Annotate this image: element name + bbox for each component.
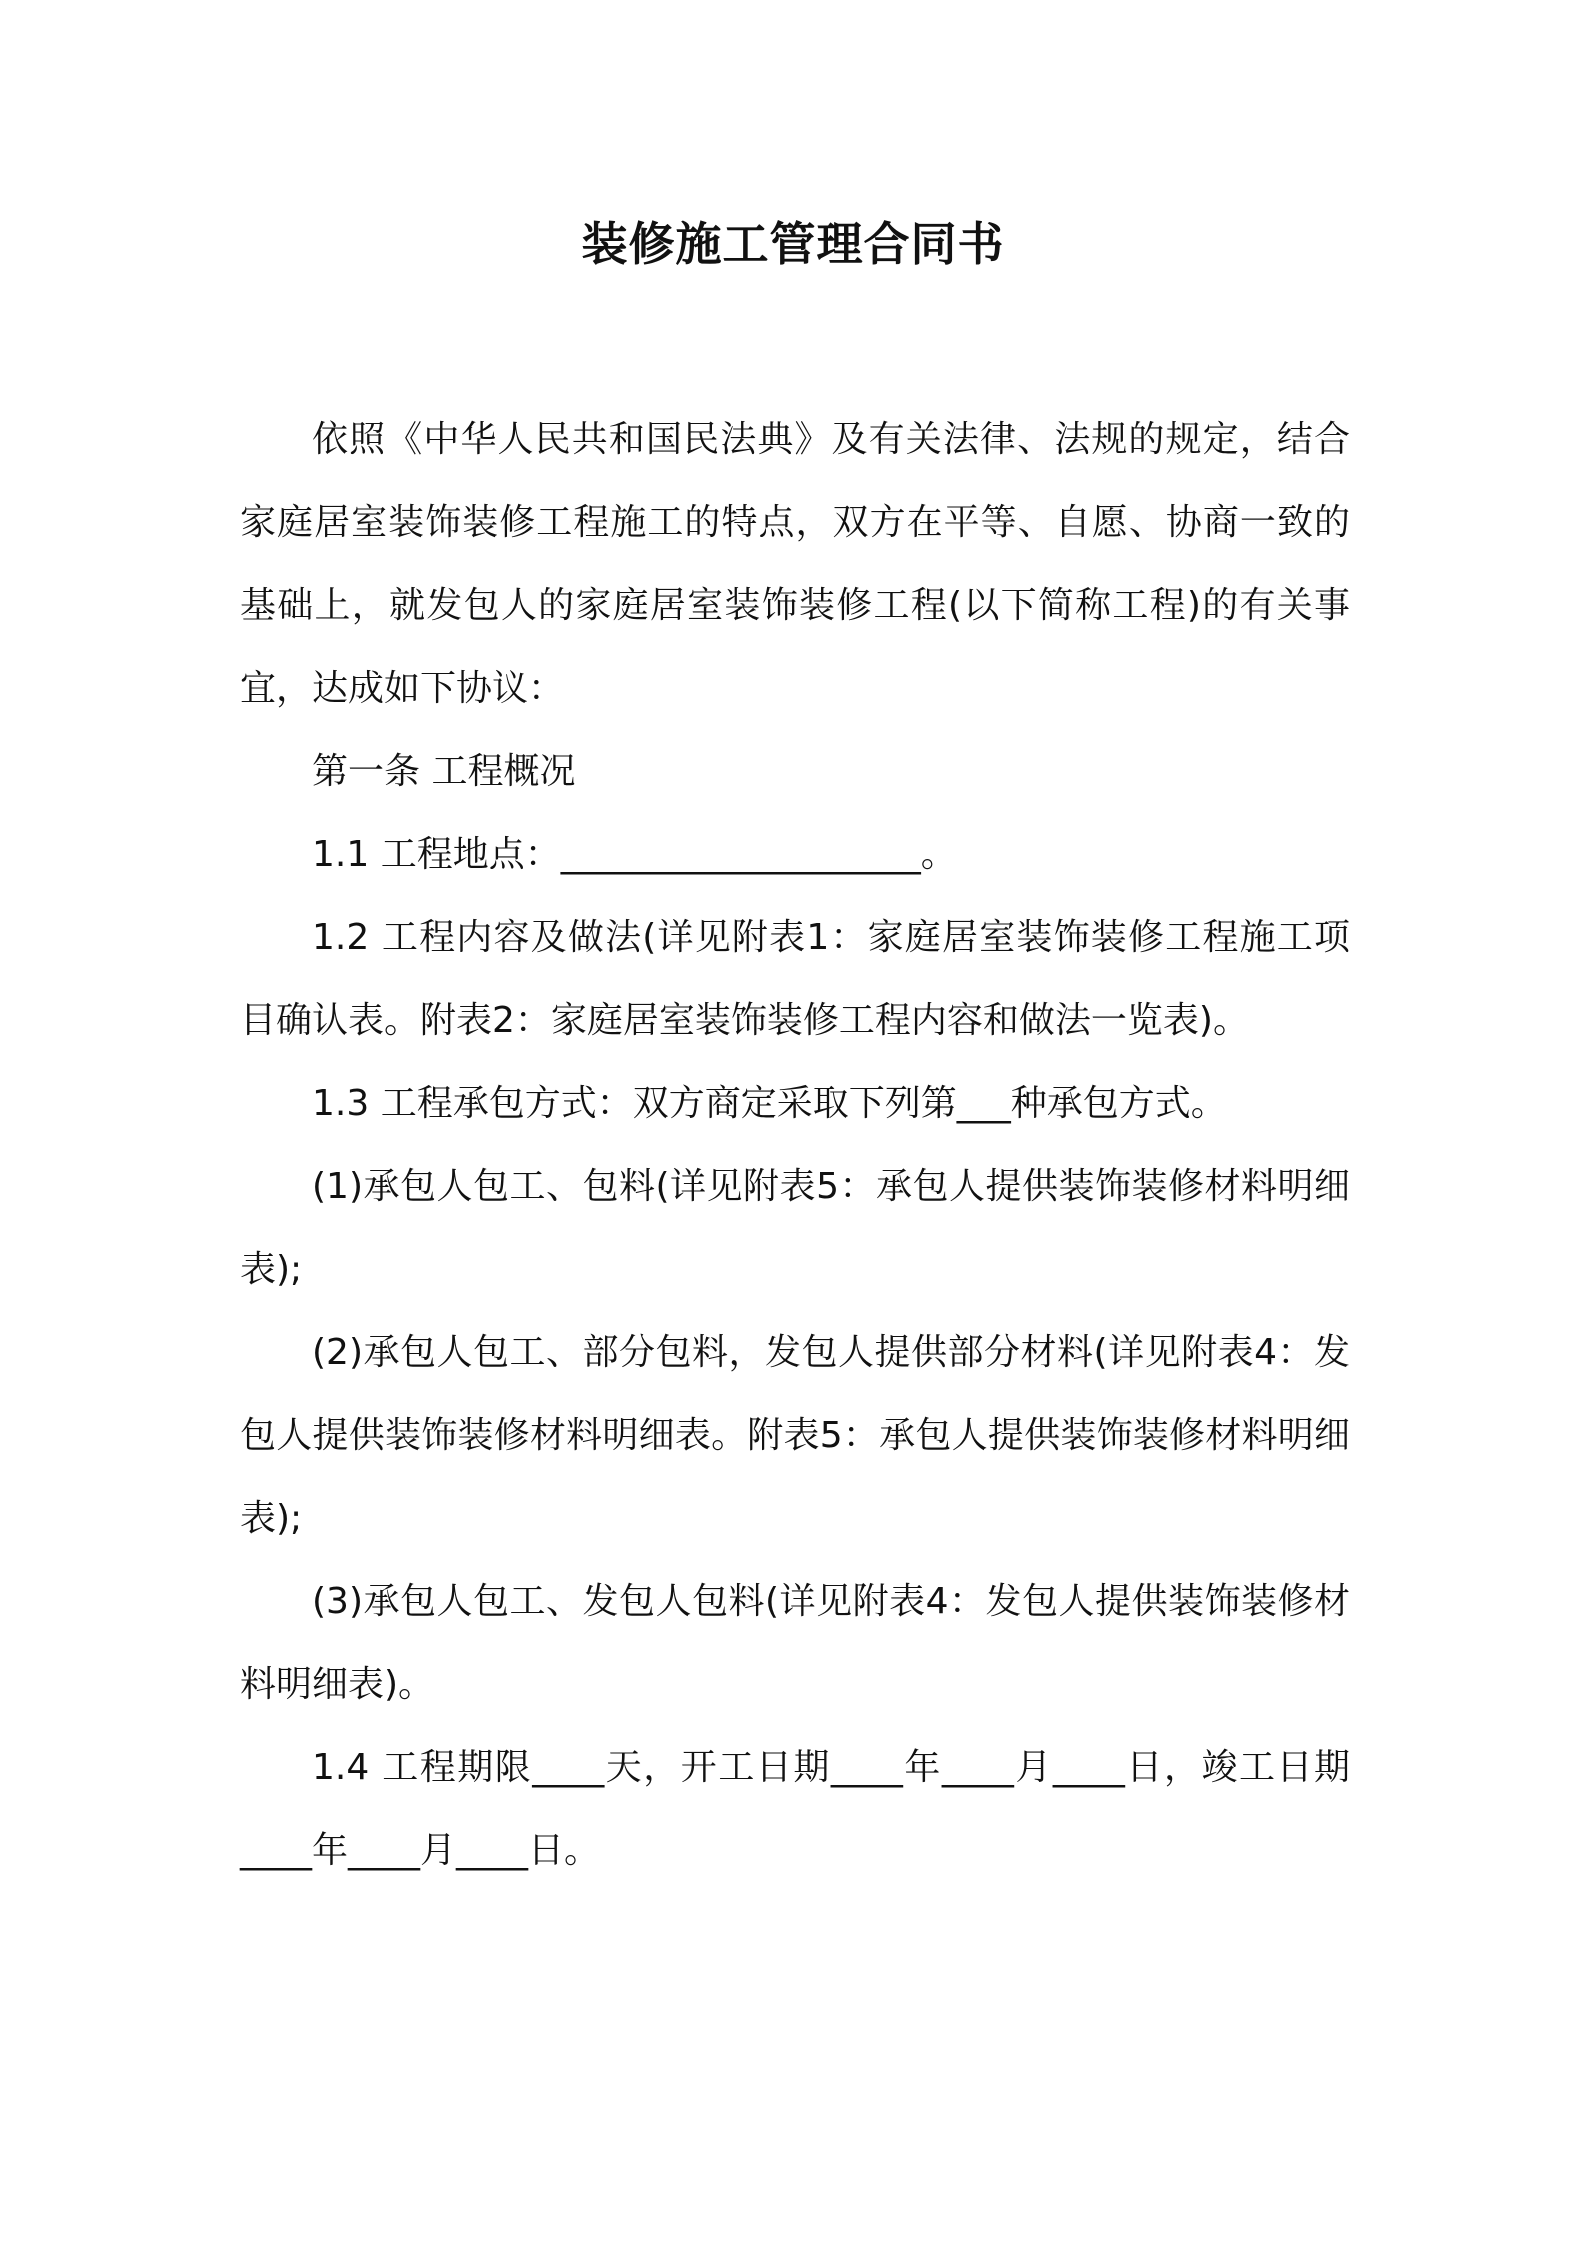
paragraph-option-2: (2)承包人包工、部分包料，发包人提供部分材料(详见附表4：发包人提供装饰装修材料明细表。附表5：承包人提供装饰装修材料明细表); <box>240 1332 1350 1539</box>
paragraph-option-3: (3)承包人包工、发包人包料(详见附表4：发包人提供装饰装修材料明细表)。 <box>240 1581 1350 1705</box>
paragraph-option-1: (1)承包人包工、包料(详见附表5：承包人提供装饰装修材料明细表); <box>240 1166 1350 1290</box>
document-title: 装修施工管理合同书 <box>581 217 1005 271</box>
paragraph-article-1-heading: 第一条 工程概况 <box>312 751 576 792</box>
paragraph-1-1-location: 1.1 工程地点：____________________。 <box>312 834 957 875</box>
paragraph-1-2-content: 1.2 工程内容及做法(详见附表1：家庭居室装饰装修工程施工项目确认表。附表2：家庭居室装饰装修工程内容和做法一览表)。 <box>240 917 1350 1041</box>
paragraph-1-4-duration: 1.4 工程期限____天，开工日期____年____月____日，竣工日期____年____月____日。 <box>240 1747 1350 1871</box>
paragraph-1-3-contract-method: 1.3 工程承包方式：双方商定采取下列第___种承包方式。 <box>312 1083 1227 1124</box>
document-body <box>240 398 1350 1892</box>
paragraph-preamble: 依照《中华人民共和国民法典》及有关法律、法规的规定，结合家庭居室装饰装修工程施工的特点，双方在平等、自愿、协商一致的基础上，就发包人的家庭居室装饰装修工程(以下简称工程)的有关事宜，达成如下协议： <box>240 419 1350 709</box>
